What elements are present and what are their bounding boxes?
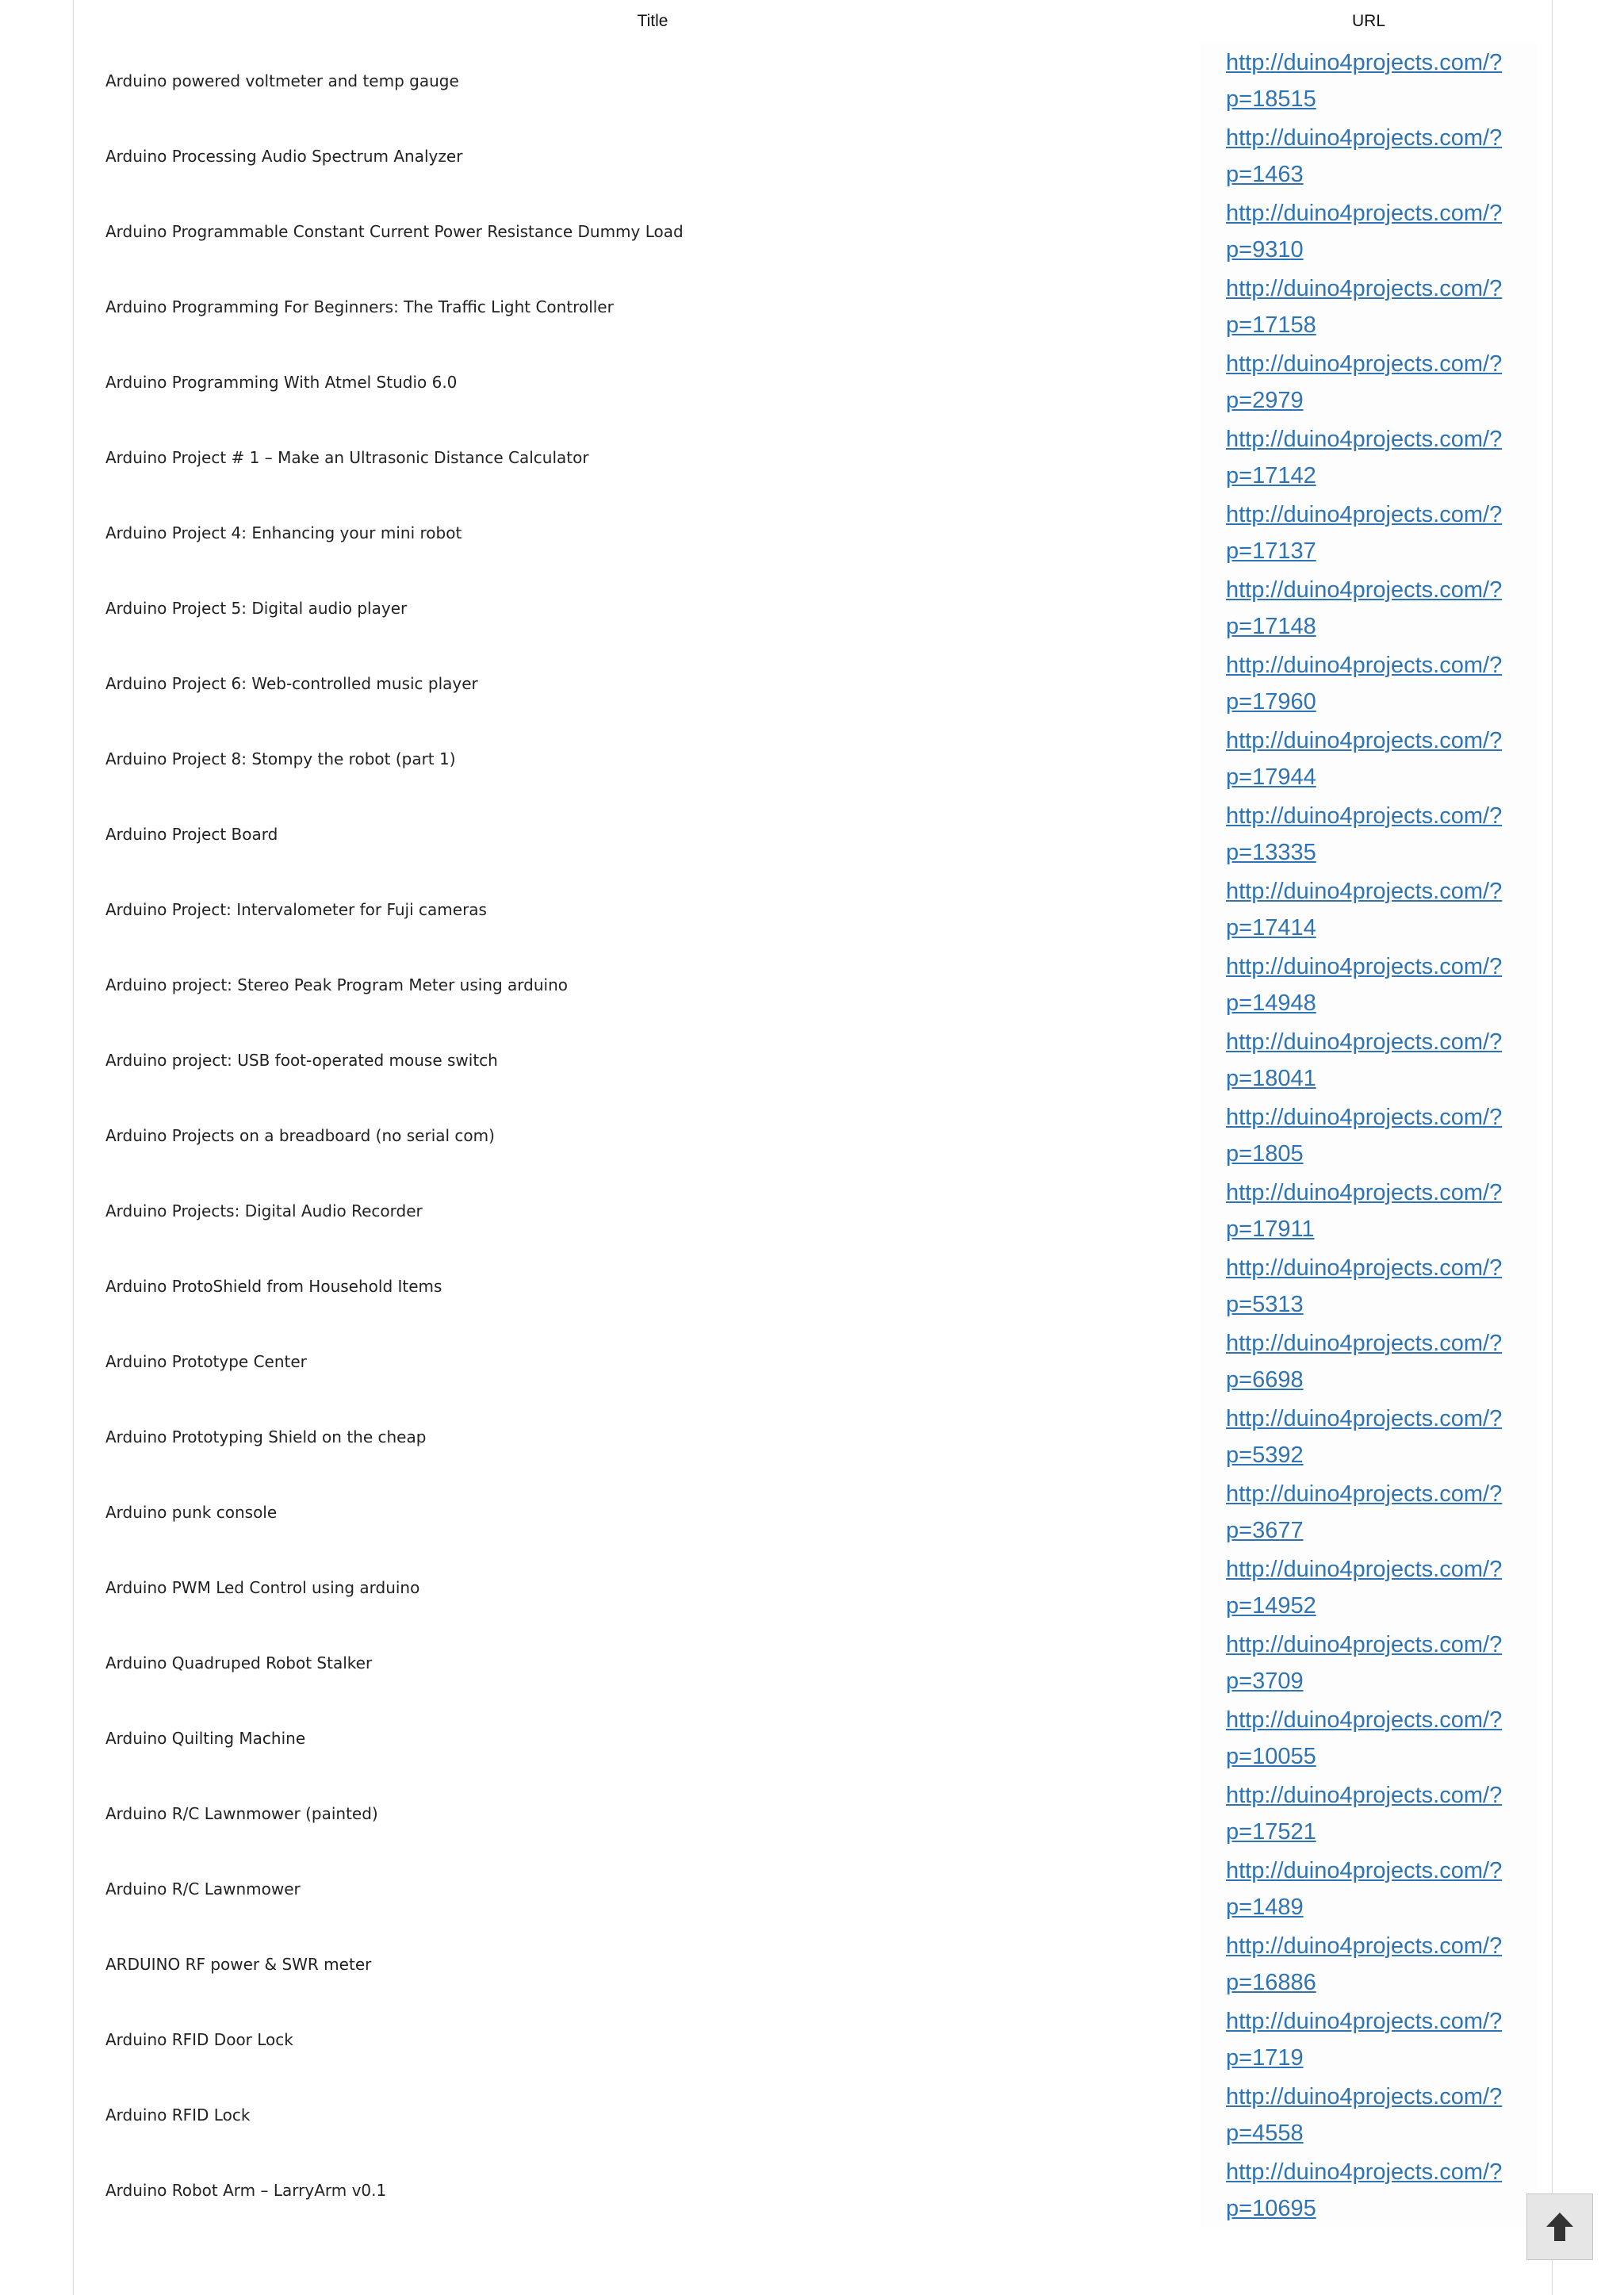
table-header [105, 0, 1538, 43]
project-url-link[interactable]: http://duino4projects.com/?p=17142 [1226, 426, 1503, 489]
project-title: Arduino Programming With Atmel Studio 6.0 [105, 372, 458, 392]
project-url-link[interactable]: http://duino4projects.com/?p=14952 [1226, 1556, 1503, 1619]
table-row [105, 1625, 1538, 1700]
project-url-cell [1200, 872, 1538, 947]
table-row [105, 420, 1538, 495]
project-url-link[interactable]: http://duino4projects.com/?p=6698 [1226, 1330, 1503, 1393]
project-url-cell [1200, 1098, 1538, 1173]
project-title: Arduino ProtoShield from Household Items [105, 1276, 442, 1296]
project-url-cell [1200, 269, 1538, 344]
table-row [105, 269, 1538, 344]
project-title: Arduino R/C Lawnmower [105, 1879, 301, 1898]
project-title: Arduino Programmable Constant Current Power Resistance Dummy Load [105, 221, 684, 241]
project-url-cell [1200, 495, 1538, 570]
project-url-link[interactable]: http://duino4projects.com/?p=10695 [1226, 2159, 1503, 2221]
project-url-link[interactable]: http://duino4projects.com/?p=17911 [1226, 1179, 1503, 1242]
project-url-link[interactable]: http://duino4projects.com/?p=17414 [1226, 878, 1503, 941]
project-title: Arduino Project 8: Stompy the robot (part 1) [105, 749, 456, 768]
table-row [105, 1776, 1538, 1851]
project-url-link[interactable]: http://duino4projects.com/?p=17521 [1226, 1782, 1503, 1845]
project-url-cell [1200, 344, 1538, 420]
table-row [105, 1474, 1538, 1550]
project-url-cell [1200, 1926, 1538, 2002]
project-title: Arduino Project Board [105, 824, 278, 844]
project-url-cell [1200, 118, 1538, 193]
project-url-link[interactable]: http://duino4projects.com/?p=1463 [1226, 125, 1503, 187]
project-title: Arduino Project: Intervalometer for Fuji cameras [105, 899, 487, 919]
project-url-cell [1200, 420, 1538, 495]
project-url-link[interactable]: http://duino4projects.com/?p=9310 [1226, 200, 1503, 262]
project-url-link[interactable]: http://duino4projects.com/?p=18515 [1226, 49, 1503, 112]
project-url-link[interactable]: http://duino4projects.com/?p=13335 [1226, 803, 1503, 865]
project-url-link[interactable]: http://duino4projects.com/?p=5392 [1226, 1405, 1503, 1468]
table-row [105, 1399, 1538, 1474]
project-url-link[interactable]: http://duino4projects.com/?p=1719 [1226, 2008, 1503, 2071]
table-row [105, 1098, 1538, 1173]
table-row [105, 495, 1538, 570]
project-url-cell [1200, 646, 1538, 721]
project-url-cell [1200, 1851, 1538, 1926]
table-row [105, 344, 1538, 420]
table-row [105, 2077, 1538, 2152]
content-frame [73, 0, 1553, 2295]
project-url-cell [1200, 1625, 1538, 1700]
table-row [105, 570, 1538, 646]
project-title: Arduino RFID Door Lock [105, 2029, 293, 2049]
project-url-link[interactable]: http://duino4projects.com/?p=17944 [1226, 727, 1503, 790]
table-row [105, 1248, 1538, 1324]
project-title: Arduino Project 4: Enhancing your mini robot [105, 523, 462, 542]
project-title: Arduino Prototype Center [105, 1351, 307, 1371]
project-title: Arduino Project 6: Web-controlled music player [105, 673, 478, 693]
project-url-cell [1200, 1022, 1538, 1098]
table-row [105, 872, 1538, 947]
project-title: Arduino Processing Audio Spectrum Analyzer [105, 146, 463, 166]
project-url-link[interactable]: http://duino4projects.com/?p=1805 [1226, 1104, 1503, 1167]
project-url-link[interactable]: http://duino4projects.com/?p=18041 [1226, 1029, 1503, 1091]
project-title: Arduino powered voltmeter and temp gauge [105, 71, 459, 90]
project-title: Arduino project: Stereo Peak Program Meter using arduino [105, 975, 569, 994]
project-title: Arduino Robot Arm – LarryArm v0.1 [105, 2180, 387, 2200]
table-row [105, 1851, 1538, 1926]
table-row [105, 1926, 1538, 2002]
project-title: Arduino R/C Lawnmower (painted) [105, 1803, 378, 1823]
project-title: Arduino Quadruped Robot Stalker [105, 1653, 373, 1672]
table-row [105, 796, 1538, 872]
table-row [105, 1022, 1538, 1098]
project-url-cell [1200, 193, 1538, 269]
project-title: Arduino Project # 1 – Make an Ultrasonic Distance Calculator [105, 447, 589, 467]
project-title: Arduino PWM Led Control using arduino [105, 1577, 420, 1597]
project-url-link[interactable]: http://duino4projects.com/?p=3677 [1226, 1481, 1503, 1543]
table-row [105, 2002, 1538, 2077]
project-url-cell [1200, 1248, 1538, 1324]
table-row [105, 43, 1538, 118]
project-url-cell [1200, 1474, 1538, 1550]
project-url-link[interactable]: http://duino4projects.com/?p=10055 [1226, 1707, 1503, 1769]
project-title: Arduino Quilting Machine [105, 1728, 306, 1748]
project-title: Arduino Projects: Digital Audio Recorder [105, 1201, 423, 1220]
table-row [105, 1173, 1538, 1248]
arrow-up-icon [1545, 2211, 1575, 2243]
back-to-top-button[interactable] [1526, 2193, 1593, 2260]
table-row [105, 1324, 1538, 1399]
project-url-link[interactable]: http://duino4projects.com/?p=1489 [1226, 1857, 1503, 1920]
table-body [105, 43, 1538, 2228]
table-row [105, 2152, 1538, 2228]
project-url-cell [1200, 1550, 1538, 1625]
project-title: Arduino Project 5: Digital audio player [105, 598, 408, 618]
table-row [105, 721, 1538, 796]
project-url-cell [1200, 1776, 1538, 1851]
project-url-link[interactable]: http://duino4projects.com/?p=4558 [1226, 2083, 1503, 2146]
project-url-link[interactable]: http://duino4projects.com/?p=3709 [1226, 1631, 1503, 1694]
table-row [105, 646, 1538, 721]
project-url-cell [1200, 2152, 1538, 2228]
table-row [105, 193, 1538, 269]
project-url-link[interactable]: http://duino4projects.com/?p=17960 [1226, 652, 1503, 715]
project-url-cell [1200, 2077, 1538, 2152]
table-row [105, 947, 1538, 1022]
project-url-cell [1200, 721, 1538, 796]
project-url-cell [1200, 570, 1538, 646]
project-url-link[interactable]: http://duino4projects.com/?p=17148 [1226, 577, 1503, 639]
project-url-link[interactable]: http://duino4projects.com/?p=2979 [1226, 351, 1503, 413]
project-url-link[interactable]: http://duino4projects.com/?p=17137 [1226, 501, 1503, 564]
project-title: Arduino RFID Lock [105, 2105, 251, 2125]
table-row [105, 118, 1538, 193]
table-row [105, 1550, 1538, 1625]
project-url-cell [1200, 43, 1538, 118]
column-header-url: URL [1351, 12, 1385, 30]
project-url-cell [1200, 2002, 1538, 2077]
table-row [105, 1700, 1538, 1776]
project-url-cell [1200, 947, 1538, 1022]
column-header-title: Title [637, 12, 668, 30]
project-title: Arduino project: USB foot-operated mouse switch [105, 1050, 498, 1070]
project-title: Arduino Projects on a breadboard (no serial com) [105, 1125, 495, 1145]
projects-table [105, 0, 1538, 2228]
project-title: Arduino Prototyping Shield on the cheap [105, 1427, 427, 1446]
project-url-cell [1200, 1173, 1538, 1248]
project-title: ARDUINO RF power & SWR meter [105, 1954, 372, 1974]
project-url-cell [1200, 1324, 1538, 1399]
project-url-cell [1200, 796, 1538, 872]
project-url-cell [1200, 1700, 1538, 1776]
project-url-link[interactable]: http://duino4projects.com/?p=16886 [1226, 1933, 1503, 1995]
project-url-link[interactable]: http://duino4projects.com/?p=14948 [1226, 953, 1503, 1016]
project-title: Arduino punk console [105, 1502, 278, 1522]
project-url-link[interactable]: http://duino4projects.com/?p=5313 [1226, 1255, 1503, 1317]
header-row [105, 0, 1538, 43]
project-title: Arduino Programming For Beginners: The Traffic Light Controller [105, 297, 614, 316]
project-url-cell [1200, 1399, 1538, 1474]
project-url-link[interactable]: http://duino4projects.com/?p=17158 [1226, 275, 1503, 338]
